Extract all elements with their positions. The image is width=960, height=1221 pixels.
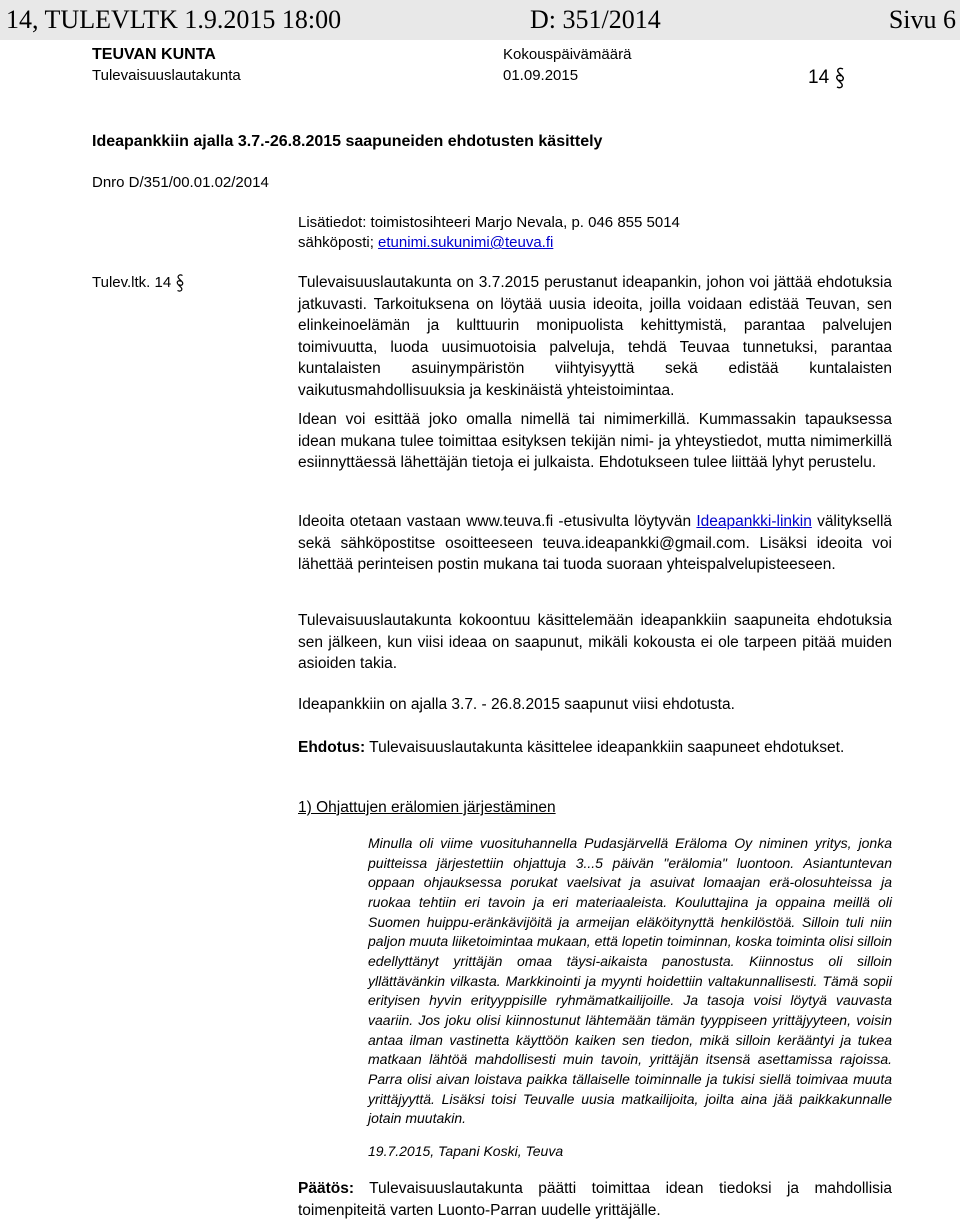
decision-text: Tulevaisuuslautakunta päätti toimittaa idean tiedoksi ja mahdollisia toimenpiteitä varten Luonto-Parran uudelle yrittäjälle. <box>298 1180 892 1219</box>
paragraph-decision <box>298 1178 892 1221</box>
submission-text-end: välityksellä sekä sähköpostitse osoitteeseen teuva.ideapankki@gmail.com. Lisäksi ideoita voi lähettää perinteisen postin mukana tai tuoda suoraan yhteispalvelupisteeseen. <box>298 513 893 574</box>
paragraph-submission <box>298 511 892 576</box>
submission-text-start: Ideoita otetaan vastaan www.teuva.fi -etusivulta löytyvän <box>298 513 697 530</box>
paragraph-anonymity: Idean voi esittää joko omalla nimellä tai nimimerkillä. Kummassakin tapauksessa idean mukana tulee toimittaa esityksen tekijän nimi- ja yhteystiedot, mutta nimimerkillä esiinnyttäessä lähettäjän tietoja ei julkaista. Ehdotukseen tulee liittää lyhyt perustelu. <box>298 411 892 472</box>
meeting-date: 01.09.2015 <box>503 67 579 84</box>
email-label: sähköposti; <box>298 234 379 251</box>
idea-quote: Minulla oli viime vuosituhannella Pudasjärvellä Eräloma Oy niminen yritys, jonka puitteissa järjestettiin ohjattuja 3...5 päivän "erälomia" luontoon. Asiantuntevan oppaan ohjauksessa porukat vaelsivat ja asuivat lomaajan erä-olosuhteissa ja ruokaa tehtiin eri tavoin ja eri materiaaleista. Kouluttajina ja oppaina meillä oli Suomen huippu-eränkävijöitä ja armeijan eläköitynyttä henkilöstöä. Silloin tuli niin paljon muuta liiketoimintaa mukaan, että lopetin toiminnan, koska toiminta olisi silloin edellyttänyt yrittäjän omaa täysi-aikaista panostusta. Kiinnostus oli silloin yllättävänkin vilkasta. Markkinointi ja myynti hoidettiin valtakunnallisesti. Tämä sopii erityisen hyvin erityyppisille ryhmämatkailijoille. Ja tasoja voisi löytyä vauvasta vaariin. Jos joku olisi kiinnostunut lähtemään tämän tyyppiseen yrittäjyyteen, voisin antaa ilman vastinetta käyttöön kaiken sen tiedon, mikä silloin kerääntyi ja tukea matkaan lähtöä mahdollisesti muin tavoin, yrittäjän itsensä asettamissa rajoissa. Parra olisi aivan loistava paikka tällaiselle toiminnalle ja tukisi siellä toimivaa muuta yrittäjyyttä. Lisäksi toisi Teuvalle uusia matkailijoita, joilta aina jää paikkakunnalle jotain muutakin. <box>368 835 892 1127</box>
org-board: Tulevaisuuslautakunta <box>92 67 241 84</box>
item-heading: Ideapankkiin ajalla 3.7.-26.8.2015 saapuneiden ehdotusten käsittely <box>92 133 603 150</box>
item-1-title: 1) Ohjattujen erälomien järjestäminen <box>298 799 556 816</box>
email-link[interactable]: etunimi.sukunimi@teuva.fi <box>378 234 554 251</box>
contact-email-line <box>298 233 553 253</box>
paragraph-purpose: Tulevaisuuslautakunta on 3.7.2015 perustanut ideapankin, johon voi jättää ehdotuksia jatkuvasti. Tarkoituksena on löytää uusia ideoita, joilla voidaan edistää Teuvan, sen elinkeinoelämän ja kulttuurin monipuolista kehittymistä, parantaa palvelujen toimivuutta, luoda uusimuotoisia palveluja, tehdä Teuvaa tunnetuksi, parantaa kuntalaisten asuinympäristön viihtyisyyttä sekä edistää kuntalaisten vaikutusmahdollisuuksia ja keskinäistä yhteistoimintaa. <box>298 274 892 399</box>
section-number <box>808 65 846 91</box>
meeting-date-label: Kokouspäivämäärä <box>503 46 632 63</box>
paragraph-meeting-rule: Tulevaisuuslautakunta kokoontuu käsittelemään ideapankkiin saapuneita ehdotuksia sen jälkeen, kun viisi ideaa on saapunut, mikäli kokousta ei ole tarpeen pitää muiden asioiden takia. <box>298 612 892 673</box>
idea-signature: 19.7.2015, Tapani Koski, Teuva <box>368 1143 564 1159</box>
section-reference <box>92 273 185 293</box>
contact-info: Lisätiedot: toimistosihteeri Marjo Nevala, p. 046 855 5014 <box>298 214 680 231</box>
proposal-text: Tulevaisuuslautakunta käsittelee ideapankkiin saapuneet ehdotukset. <box>365 739 845 756</box>
ideapankki-link[interactable]: Ideapankki-linkin <box>696 513 812 530</box>
proposal-label: Ehdotus: <box>298 739 366 756</box>
section-sign-icon <box>834 66 846 90</box>
decision-label: Päätös: <box>298 1180 354 1197</box>
org-name: TEUVAN KUNTA <box>92 46 216 63</box>
record-number: Dnro D/351/00.01.02/2014 <box>92 174 269 191</box>
paragraph-proposal <box>298 737 892 759</box>
page-header-record-number: D: 351/2014 <box>530 5 661 34</box>
page-header-page-number: Sivu 6 <box>888 5 956 34</box>
page-header-meeting: 14, TULEVLTK 1.9.2015 18:00 <box>6 5 342 34</box>
section-sign-icon <box>175 273 185 293</box>
section-number-value: 14 <box>808 67 830 88</box>
paragraph-received: Ideapankkiin on ajalla 3.7. - 26.8.2015 saapunut viisi ehdotusta. <box>298 696 735 713</box>
section-reference-text: Tulev.ltk. 14 <box>92 274 172 291</box>
